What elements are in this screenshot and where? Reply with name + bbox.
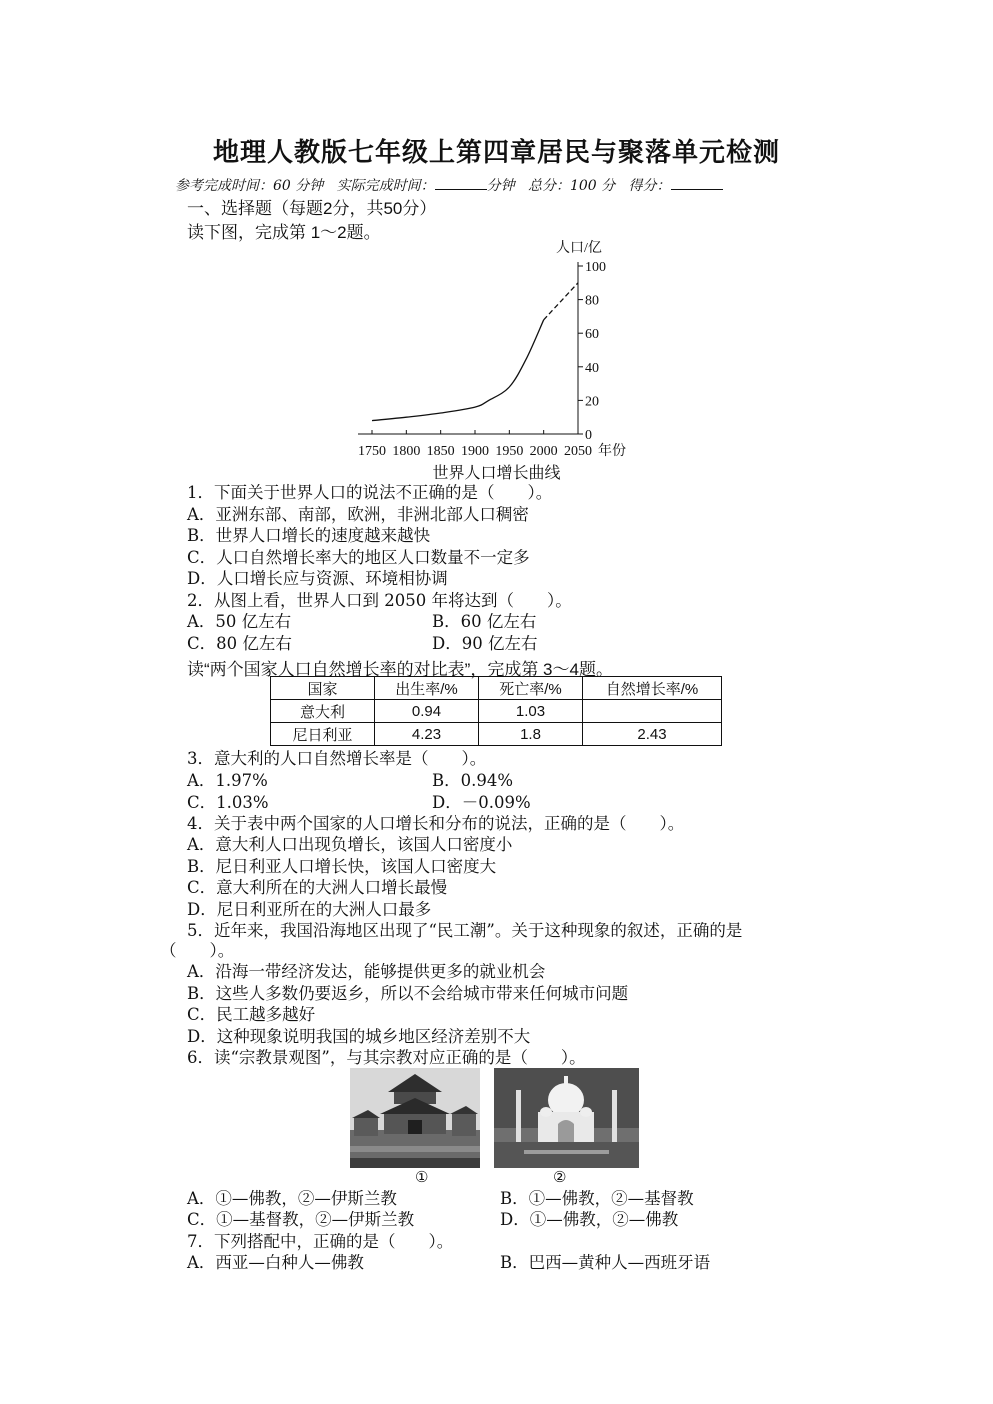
q3-option-a: A．1.97% [187, 771, 268, 790]
temple-photo [350, 1068, 480, 1168]
table-cell: 1.03 [479, 700, 583, 723]
q7-stem: 7．下列搭配中，正确的是（ ）。 [187, 1232, 454, 1251]
table-header-cell: 死亡率/% [479, 677, 583, 700]
page-title: 地理人教版七年级上第四章居民与聚落单元检测 [212, 138, 780, 168]
y-tick-label: 0 [585, 428, 592, 443]
q1-option-b: B．世界人口增长的速度越来越快 [187, 526, 431, 545]
q3-option-d: D．－0.09% [432, 793, 531, 812]
mosque-photo [494, 1068, 639, 1168]
q1-option-d: D．人口增长应与资源、环境相协调 [187, 569, 448, 588]
y-axis-label: 人口/亿 [556, 241, 602, 256]
q6-option-c: C．①—基督教，②—伊斯兰教 [187, 1210, 415, 1229]
table-header-cell: 国家 [271, 677, 375, 700]
table-cell: 1.8 [479, 723, 583, 746]
q6-stem: 6．读“宗教景观图”，与其宗教对应正确的是（ ）。 [187, 1048, 586, 1067]
section-intro: 读下图，完成第 1～2题。 [187, 223, 381, 242]
q1-option-c: C．人口自然增长率大的地区人口数量不一定多 [187, 548, 530, 567]
table-cell: 0.94 [375, 700, 479, 723]
x-tick-label: 1950 [495, 444, 524, 459]
score-label: 得分： [628, 178, 671, 194]
q6-option-d: D．①—佛教，②—佛教 [500, 1210, 679, 1229]
x-tick-label: 1900 [461, 444, 489, 459]
table-cell: 尼日利亚 [271, 723, 375, 746]
q5-option-a: A．沿海一带经济发达，能够提供更多的就业机会 [187, 962, 546, 981]
q3-option-b: B．0.94% [432, 771, 514, 790]
ref-time-label: 参考完成时间：60 分钟 [175, 178, 324, 194]
q3-stem: 3．意大利的人口自然增长率是（ ）。 [187, 749, 487, 768]
q2-stem: 2．从图上看，世界人口到 2050 年将达到（ ）。 [187, 591, 572, 610]
q4-option-d: D．尼日利亚所在的大洲人口最多 [187, 900, 432, 919]
population-projection-line [544, 283, 578, 320]
q5-option-b: B．这些人多数仍要返乡，所以不会给城市带来任何城市问题 [187, 984, 629, 1003]
exam-meta [175, 175, 723, 195]
q6-option-b: B．①—佛教，②—基督教 [500, 1189, 694, 1208]
actual-time-blank [435, 176, 487, 190]
y-tick-label: 40 [585, 360, 599, 376]
q5-option-c: C．民工越多越好 [187, 1005, 316, 1024]
q2-option-a: A．50 亿左右 [187, 612, 292, 631]
q2-option-b: B．60 亿左右 [432, 612, 537, 631]
q4-option-b: B．尼日利亚人口增长快，该国人口密度大 [187, 857, 497, 876]
actual-time-label: 实际完成时间： [336, 178, 435, 194]
table-header-cell: 自然增长率/% [583, 677, 722, 700]
q4-stem: 4．关于表中两个国家的人口增长和分布的说法，正确的是（ ）。 [187, 814, 685, 833]
table-header-row [271, 677, 722, 700]
q5-stem-cont: （ ）。 [160, 941, 235, 960]
population-chart [350, 236, 650, 461]
table-cell [583, 700, 722, 723]
x-tick-label: 1850 [426, 444, 455, 459]
x-tick-label: 2000 [529, 444, 558, 459]
table-row [271, 723, 722, 746]
table-intro: 读“两个国家人口自然增长率的对比表”，完成第 3～4题。 [187, 660, 613, 679]
x-tick-label: 1750 [358, 444, 386, 459]
q5-stem: 5．近年来，我国沿海地区出现了“民工潮”。关于这种现象的叙述，正确的是 [187, 921, 743, 940]
table-cell: 2.43 [583, 723, 722, 746]
q7-option-a: A．西亚—白种人—佛教 [187, 1253, 364, 1272]
table-cell: 意大利 [271, 700, 375, 723]
y-tick-label: 60 [585, 327, 599, 343]
photo2-label: ② [553, 1168, 567, 1186]
q6-option-a: A．①—佛教，②—伊斯兰教 [187, 1189, 397, 1208]
score-blank [671, 176, 723, 190]
q1-option-a: A．亚洲东部、南部，欧洲，非洲北部人口稠密 [187, 505, 529, 524]
q2-option-c: C．80 亿左右 [187, 634, 292, 653]
q3-option-c: C．1.03% [187, 793, 269, 812]
y-tick-label: 100 [585, 260, 606, 275]
y-tick-label: 20 [585, 394, 599, 410]
rate-table [270, 676, 722, 746]
total-label: 总分：100 分 [527, 178, 616, 194]
population-line [372, 320, 544, 421]
section-heading: 一、选择题（每题2分，共50分） [187, 199, 437, 218]
q4-option-a: A．意大利人口出现负增长，该国人口密度小 [187, 835, 513, 854]
y-tick-label: 80 [585, 293, 599, 309]
q4-option-c: C．意大利所在的大洲人口增长最慢 [187, 878, 448, 897]
table-row [271, 700, 722, 723]
table-cell: 4.23 [375, 723, 479, 746]
x-axis-label: 年份 [598, 444, 626, 459]
x-tick-label: 1800 [392, 444, 421, 459]
q7-option-b: B．巴西—黄种人—西班牙语 [500, 1253, 711, 1272]
photo1-label: ① [415, 1168, 429, 1186]
q2-option-d: D．90 亿左右 [432, 634, 538, 653]
x-tick-label: 2050 [564, 444, 592, 459]
minutes-unit: 分钟 [486, 178, 515, 194]
table-header-cell: 出生率/% [375, 677, 479, 700]
q1-stem: 1．下面关于世界人口的说法不正确的是（ ）。 [187, 483, 553, 502]
chart-title: 世界人口增长曲线 [432, 465, 561, 482]
q5-option-d: D．这种现象说明我国的城乡地区经济差别不大 [187, 1027, 531, 1046]
